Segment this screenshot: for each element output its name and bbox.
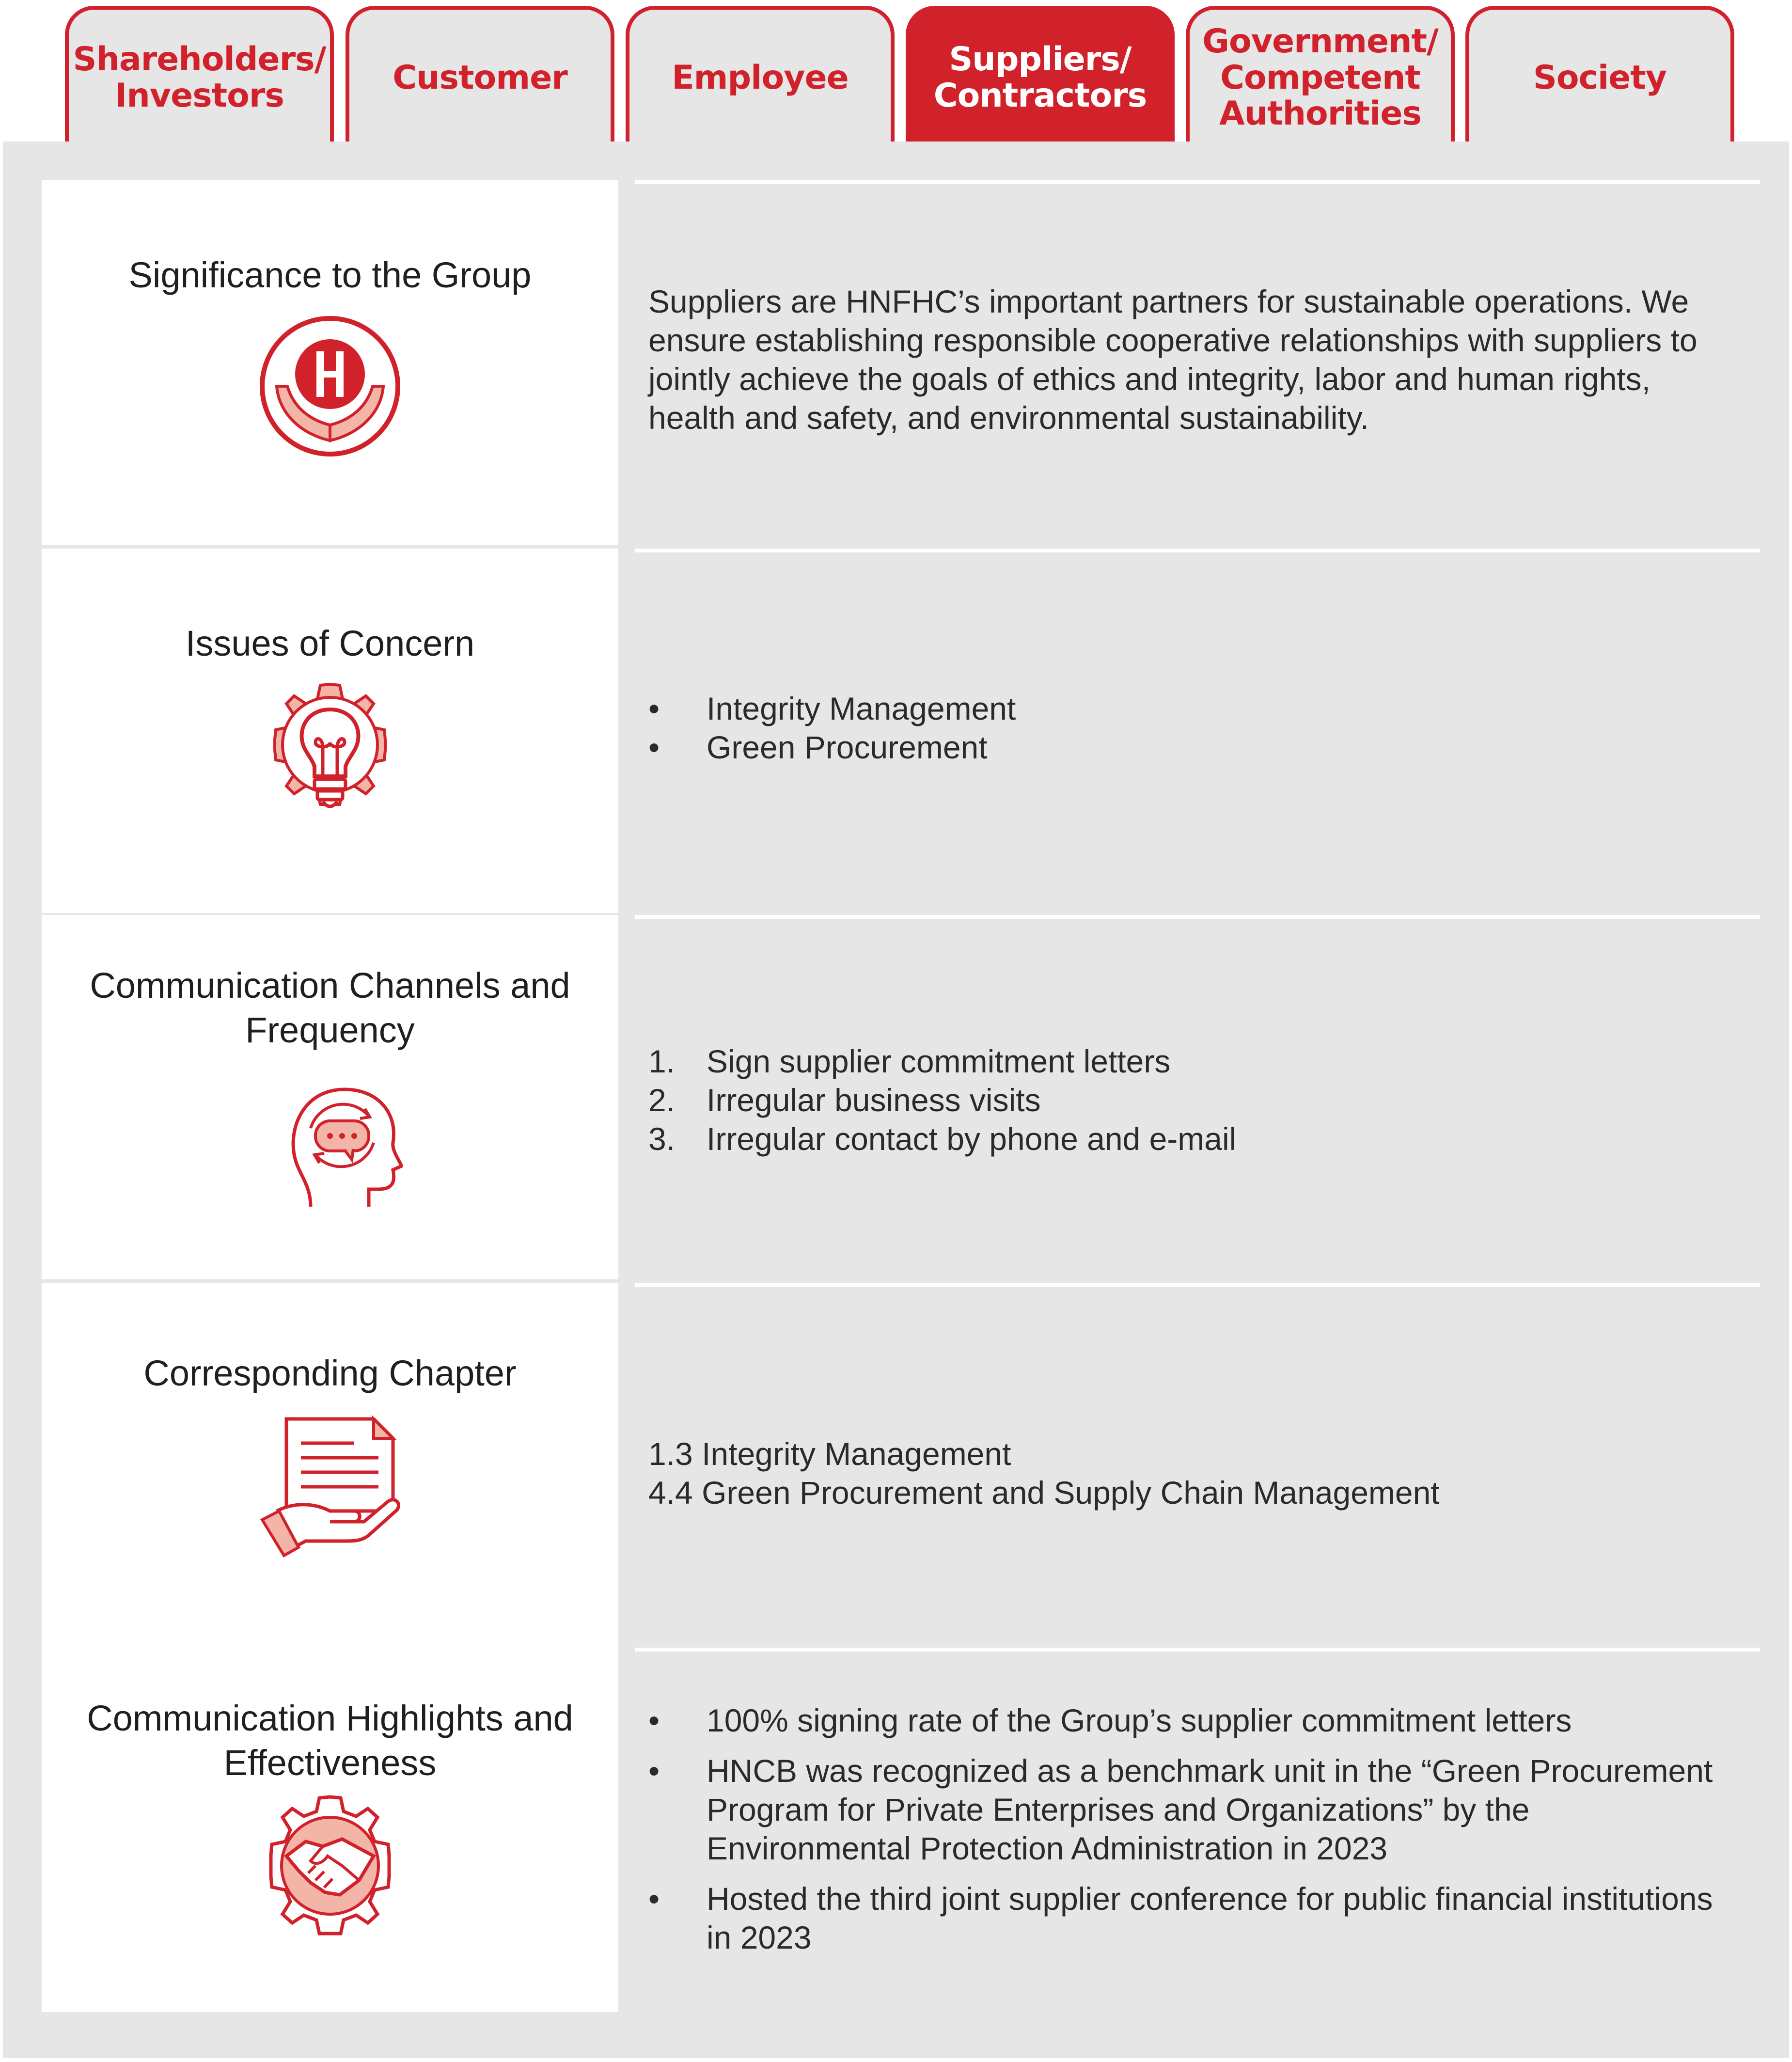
- content-panel: [3, 142, 1789, 2058]
- list-item: • Hosted the third joint supplier conference for public financial institutions in 2023: [648, 1881, 1713, 1955]
- row-issues: [42, 549, 1760, 913]
- stakeholder-tabs: [0, 0, 1792, 145]
- channels-list: [648, 1042, 1716, 1158]
- row-content-cell: [618, 180, 1760, 545]
- row-title: Communication Highlights and Effectiveness: [87, 1698, 573, 1783]
- tab-shareholders-investors[interactable]: Shareholders/ Investors: [65, 6, 334, 146]
- tab-government-authorities[interactable]: Government/ Competent Authorities: [1186, 6, 1455, 146]
- row-content-cell: [618, 915, 1760, 1279]
- chapter-line: 4.4 Green Procurement and Supply Chain Management: [648, 1475, 1440, 1511]
- row-significance: [42, 180, 1760, 545]
- lightbulb-gear-icon: [257, 679, 403, 825]
- row-label-cell: [42, 180, 618, 545]
- row-title: Communication Channels and Frequency: [90, 965, 570, 1050]
- row-chapter: [42, 1283, 1760, 1648]
- chapter-line: 1.3 Integrity Management: [648, 1436, 1011, 1472]
- issues-list: [648, 689, 1716, 767]
- row-highlights: [42, 1648, 1760, 2012]
- tab-customer[interactable]: Customer: [346, 6, 614, 146]
- tab-society[interactable]: Society: [1465, 6, 1734, 146]
- row-title: Issues of Concern: [185, 623, 475, 663]
- list-item: • Green Procurement: [648, 729, 988, 765]
- head-chat-icon: [257, 1070, 403, 1215]
- row-title: Significance to the Group: [128, 255, 532, 295]
- list-item: • HNCB was recognized as a benchmark unit in the “Green Procurement Program for Private Enterprises and Organizations” by the Environmental Protection Administration in 2023: [648, 1753, 1713, 1866]
- list-item: 3. Irregular contact by phone and e-mail: [648, 1121, 1237, 1157]
- row-content-cell: [618, 549, 1760, 913]
- significance-text: Suppliers are HNFHC’s important partners for sustainable operations. We ensure establishing responsible cooperative relationships with suppliers to jointly achieve the goals of ethics and integrity, labor and human rights, health and safety, and environmental sustainability.: [648, 283, 1698, 436]
- chapter-list: [648, 1434, 1716, 1512]
- highlights-list: [648, 1701, 1716, 1957]
- tab-employee[interactable]: Employee: [626, 6, 895, 146]
- handshake-gear-icon: [257, 1793, 403, 1938]
- row-label-cell: [42, 1283, 618, 1648]
- row-label-cell: [42, 1648, 618, 2012]
- list-item: 2. Irregular business visits: [648, 1082, 1041, 1118]
- row-content-cell: [618, 1283, 1760, 1648]
- tab-suppliers-contractors[interactable]: Suppliers/ Contractors: [906, 6, 1175, 146]
- hands-logo-icon: [257, 314, 403, 459]
- list-item: • Integrity Management: [648, 691, 1016, 726]
- document-hand-icon: [257, 1414, 403, 1559]
- row-label-cell: [42, 549, 618, 913]
- row-label-cell: [42, 915, 618, 1279]
- list-item: 1. Sign supplier commitment letters: [648, 1043, 1171, 1079]
- row-content-cell: [618, 1648, 1760, 2012]
- row-channels: [42, 915, 1760, 1279]
- list-item: • 100% signing rate of the Group’s supplier commitment letters: [648, 1702, 1572, 1738]
- row-title: Corresponding Chapter: [143, 1353, 517, 1393]
